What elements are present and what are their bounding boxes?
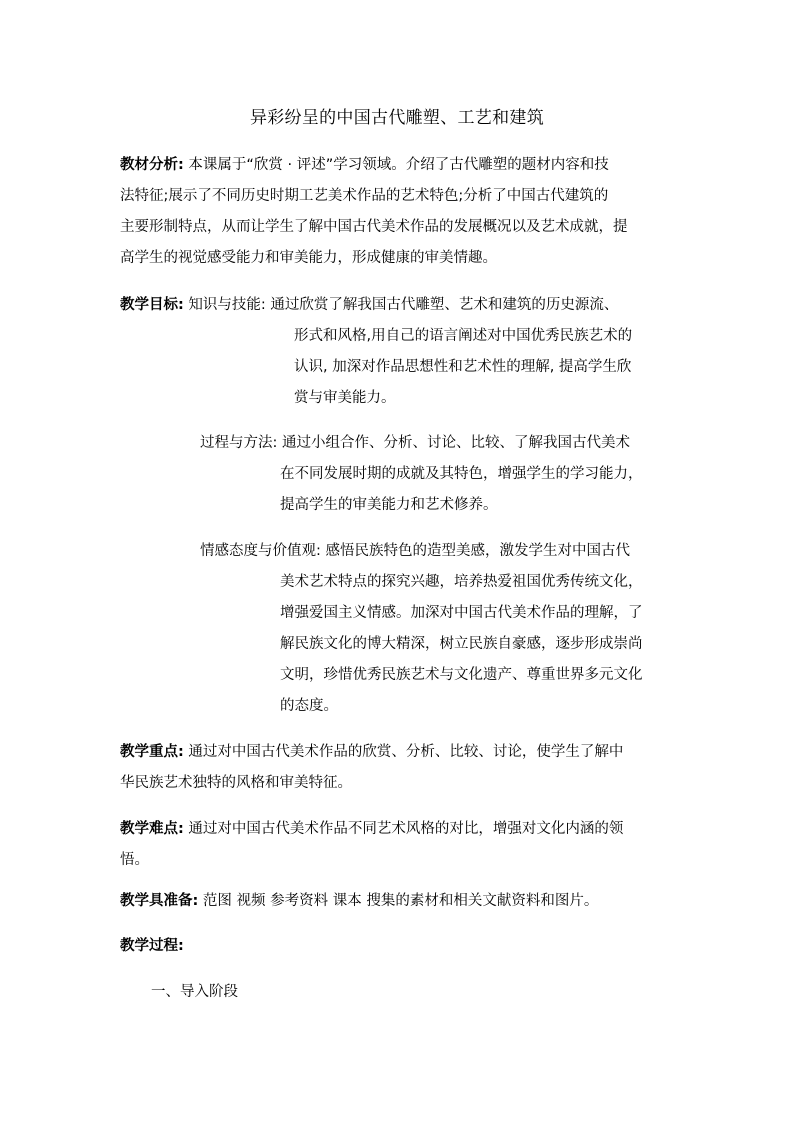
preparation-line (120, 886, 598, 917)
emotion-line-3: 增强爱国主义情感。加深对中国古代美术作品的理解，了 (280, 605, 643, 621)
key-points-label: 教学重点: (120, 744, 184, 760)
analysis-line-3: 主要形制特点，从而让学生了解中国古代美术作品的发展概况以及艺术成就，提 (120, 219, 628, 235)
difficulties-line-2: 悟。 (120, 852, 149, 868)
analysis-section (120, 150, 628, 274)
analysis-line-1 (120, 150, 628, 181)
document-title: 异彩纷呈的中国古代雕塑、工艺和建筑 (249, 108, 545, 128)
difficulties-text-1: 通过对中国古代美术作品不同艺术风格的对比，增强对文化内涵的领 (183, 821, 624, 837)
process-heading-label: 教学过程: (120, 938, 184, 954)
preparation-text: 范图 视频 参考资料 课本 搜集的素材和相关文献资料和图片。 (198, 893, 599, 909)
objectives-process-section (200, 428, 643, 521)
process-line-1: 过程与方法: 通过小组合作、分析、讨论、比较、了解我国古代美术 (200, 435, 630, 451)
difficulties-section (120, 814, 623, 876)
difficulties-line-1 (120, 814, 623, 845)
analysis-line-4: 高学生的视觉感受能力和审美能力，形成健康的审美情趣。 (120, 250, 497, 266)
key-points-section (120, 737, 623, 799)
process-line-2: 在不同发展时期的成就及其特色，增强学生的学习能力， (280, 466, 643, 482)
objectives-knowledge-section (120, 290, 632, 414)
knowledge-line-1 (120, 290, 632, 321)
analysis-label: 教材分析: (120, 157, 184, 173)
knowledge-text-1: 知识与技能: 通过欣赏了解我国古代雕塑、艺术和建筑的历史源流、 (183, 297, 619, 313)
emotion-line-5: 文明，珍惜优秀民族艺术与文化遗产、尊重世界多元文化 (280, 667, 643, 683)
key-points-line-1 (120, 737, 623, 768)
process-heading-line (120, 931, 184, 962)
knowledge-line-2: 形式和风格,用自己的语言阐述对中国优秀民族艺术的 (294, 328, 633, 344)
emotion-line-6: 的态度。 (280, 698, 338, 714)
preparation-section (120, 886, 598, 917)
process-line-3: 提高学生的审美能力和艺术修养。 (280, 497, 498, 513)
objectives-emotion-section (200, 536, 643, 722)
analysis-line-2: 法特征;展示了不同历史时期工艺美术作品的艺术特色;分析了中国古代建筑的 (120, 188, 609, 204)
key-points-line-2: 华民族艺术独特的风格和审美特征。 (120, 775, 352, 791)
stage-one-section (151, 977, 238, 1008)
emotion-line-1: 情感态度与价值观: 感悟民族特色的造型美感，激发学生对中国古代 (200, 543, 630, 559)
knowledge-line-4: 赏与审美能力。 (294, 390, 396, 406)
process-heading-section (120, 931, 184, 962)
objectives-label: 教学目标: (120, 297, 184, 313)
knowledge-line-3: 认识, 加深对作品思想性和艺术性的理解, 提高学生欣 (294, 359, 632, 375)
emotion-line-2: 美术艺术特点的探究兴趣，培养热爱祖国优秀传统文化， (280, 574, 643, 590)
key-points-text-1: 通过对中国古代美术作品的欣赏、分析、比较、讨论，使学生了解中 (183, 744, 624, 760)
preparation-label: 教学具准备: (120, 893, 199, 909)
emotion-line-4: 解民族文化的博大精深，树立民族自豪感，逐步形成崇尚 (280, 636, 643, 652)
analysis-text-1: 本课属于“欣赏 · 评述”学习领域。介绍了古代雕塑的题材内容和技 (183, 157, 609, 173)
difficulties-label: 教学难点: (120, 821, 184, 837)
stage-one-heading: 一、导入阶段 (151, 984, 238, 1000)
